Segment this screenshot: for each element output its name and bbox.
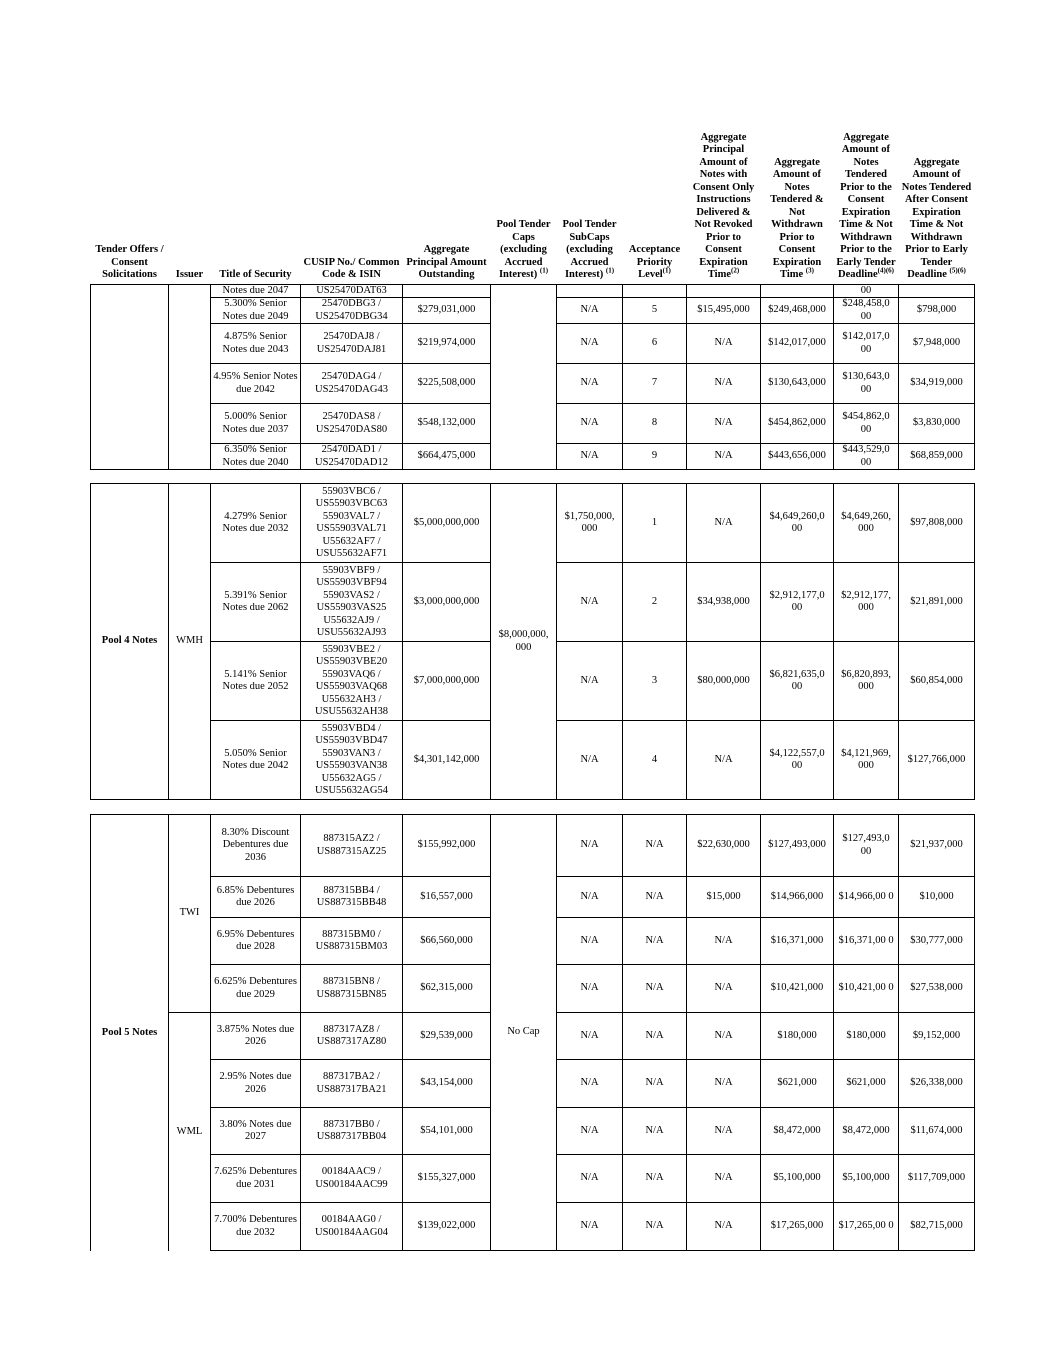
cusip-cell: 25470DAG4 / US25470DAG43 xyxy=(301,364,403,404)
after-cell: $7,948,000 xyxy=(899,324,975,364)
early-cell: $4,649,260, 000 xyxy=(834,484,899,563)
cusip-cell: 25470DAS8 / US25470DAS80 xyxy=(301,404,403,444)
priority-cell: 1 xyxy=(623,484,687,563)
outstanding-cell: $155,327,000 xyxy=(403,1155,491,1203)
cusip-cell: 55903VBE2 / US55903VBE20 55903VAQ6 / US55903VAQ68 U55632AH3 / USU55632AH38 xyxy=(301,642,403,721)
subcap-cell: N/A xyxy=(557,1203,623,1251)
title-cell: 4.875% Senior Notes due 2043 xyxy=(211,324,301,364)
after-cell: $82,715,000 xyxy=(899,1203,975,1251)
after-cell: $21,937,000 xyxy=(899,815,975,877)
priority-cell: N/A xyxy=(623,1060,687,1108)
header-pool-caps: Pool Tender Caps (excluding Accrued Interest) $^{(1)}$ xyxy=(496,219,551,280)
cusip-cell: 25470DAD1 / US25470DAD12 xyxy=(301,444,403,470)
priority-cell: 4 xyxy=(623,721,687,800)
priority-cell: 6 xyxy=(623,324,687,364)
early-cell: $6,820,893, 000 xyxy=(834,642,899,721)
subcap-cell: N/A xyxy=(557,1155,623,1203)
subcap-cell: N/A xyxy=(557,563,623,642)
outstanding-cell: $219,974,000 xyxy=(403,324,491,364)
subcap-cell: N/A xyxy=(557,324,623,364)
tendered-cell: $2,912,177,0 00 xyxy=(761,563,834,642)
tendered-cell: $142,017,000 xyxy=(761,324,834,364)
subcap-cell: N/A xyxy=(557,877,623,918)
header-after: Aggregate Amount of Notes Tendered After Consent Expiration Time & Not Withdrawn Prior to Early Tender Deadline $^{(5)(6)}$ xyxy=(901,156,972,280)
issuer-cell xyxy=(169,284,211,470)
early-cell: $127,493,0 00 xyxy=(834,815,899,877)
title-cell: 6.625% Debentures due 2029 xyxy=(211,965,301,1013)
pool-cell xyxy=(91,284,169,470)
outstanding-cell: $279,031,000 xyxy=(403,298,491,324)
after-cell: $27,538,000 xyxy=(899,965,975,1013)
consent-only-cell: N/A xyxy=(687,1203,761,1251)
outstanding-cell: $4,301,142,000 xyxy=(403,721,491,800)
after-cell: $9,152,000 xyxy=(899,1013,975,1060)
consent-only-cell: N/A xyxy=(687,721,761,800)
consent-only-cell: N/A xyxy=(687,484,761,563)
consent-only-cell: N/A xyxy=(687,324,761,364)
outstanding-cell: $62,315,000 xyxy=(403,965,491,1013)
header-priority: Acceptance Priority Level$^{(1)}$ xyxy=(628,244,681,280)
outstanding-cell: $66,560,000 xyxy=(403,918,491,965)
tendered-cell: $180,000 xyxy=(761,1013,834,1060)
after-cell: $68,859,000 xyxy=(899,444,975,470)
early-cell: $454,862,0 00 xyxy=(834,404,899,444)
consent-only-cell: N/A xyxy=(687,444,761,470)
cusip-cell: 25470DAJ8 / US25470DAJ81 xyxy=(301,324,403,364)
header-issuer: Issuer xyxy=(175,269,204,280)
consent-only-cell: N/A xyxy=(687,364,761,404)
subcap-cell: $1,750,000, 000 xyxy=(557,484,623,563)
early-cell: $443,529,0 00 xyxy=(834,444,899,470)
title-cell: 5.000% Senior Notes due 2037 xyxy=(211,404,301,444)
after-cell: $34,919,000 xyxy=(899,364,975,404)
cusip-cell: 00184AAG0 / US00184AAG04 xyxy=(301,1203,403,1251)
outstanding-cell: $29,539,000 xyxy=(403,1013,491,1060)
header-early: Aggregate Amount of Notes Tendered Prior to the Consent Expiration Time & Not Withdrawn Prior to the Early Tender Deadline$^{(4)(6)}$ xyxy=(836,131,896,280)
outstanding-cell: $548,132,000 xyxy=(403,404,491,444)
header-consent-only: Aggregate Principal Amount of Notes with Consent Only Instructions Delivered & Not Revoked Prior to Consent Expiration Time$^{(2)}$ xyxy=(692,131,755,280)
priority-cell: N/A xyxy=(623,1108,687,1155)
early-cell: $248,458,0 00 xyxy=(834,298,899,324)
subcap-cell: N/A xyxy=(557,965,623,1013)
title-cell: 5.391% Senior Notes due 2062 xyxy=(211,563,301,642)
cusip-cell: 25470DBG3 / US25470DBG34 xyxy=(301,298,403,324)
early-cell: $621,000 xyxy=(834,1060,899,1108)
pool-5-label: Pool 5 Notes xyxy=(91,815,169,1251)
subcap-cell: N/A xyxy=(557,298,623,324)
tendered-cell: $17,265,000 xyxy=(761,1203,834,1251)
tendered-cell xyxy=(761,284,834,298)
subcap-cell: N/A xyxy=(557,721,623,800)
early-cell: $14,966,00 0 xyxy=(834,877,899,918)
tendered-cell: $454,862,000 xyxy=(761,404,834,444)
outstanding-cell: $139,022,000 xyxy=(403,1203,491,1251)
early-cell: $4,121,969, 000 xyxy=(834,721,899,800)
after-cell xyxy=(899,284,975,298)
priority-cell: 8 xyxy=(623,404,687,444)
after-cell: $11,674,000 xyxy=(899,1108,975,1155)
title-cell: 6.350% Senior Notes due 2040 xyxy=(211,444,301,470)
after-cell: $117,709,000 xyxy=(899,1155,975,1203)
outstanding-cell: $155,992,000 xyxy=(403,815,491,877)
tendered-cell: $4,122,557,0 00 xyxy=(761,721,834,800)
title-cell: 3.80% Notes due 2027 xyxy=(211,1108,301,1155)
title-cell: 3.875% Notes due 2026 xyxy=(211,1013,301,1060)
cusip-cell: 887317BB0 / US887317BB04 xyxy=(301,1108,403,1155)
after-cell: $60,854,000 xyxy=(899,642,975,721)
title-cell: 7.700% Debentures due 2032 xyxy=(211,1203,301,1251)
header-outstanding: Aggregate Principal Amount Outstanding xyxy=(406,244,487,280)
subcap-cell: N/A xyxy=(557,918,623,965)
subcap-cell: N/A xyxy=(557,1060,623,1108)
priority-cell: 7 xyxy=(623,364,687,404)
consent-only-cell xyxy=(687,284,761,298)
cusip-cell: 887315BM0 / US887315BM03 xyxy=(301,918,403,965)
pool-4-cap: $8,000,000, 000 xyxy=(491,484,557,800)
cusip-cell: 55903VBD4 / US55903VBD47 55903VAN3 / US55903VAN38 U55632AG5 / USU55632AG54 xyxy=(301,721,403,800)
tendered-cell: $8,472,000 xyxy=(761,1108,834,1155)
pool-cap-cell xyxy=(491,284,557,470)
tendered-cell: $130,643,000 xyxy=(761,364,834,404)
priority-cell xyxy=(623,284,687,298)
outstanding-cell: $54,101,000 xyxy=(403,1108,491,1155)
title-cell: 4.95% Senior Notes due 2042 xyxy=(211,364,301,404)
tendered-cell: $16,371,000 xyxy=(761,918,834,965)
early-cell: $142,017,0 00 xyxy=(834,324,899,364)
outstanding-cell: $16,557,000 xyxy=(403,877,491,918)
after-cell: $30,777,000 xyxy=(899,918,975,965)
consent-only-cell: N/A xyxy=(687,965,761,1013)
cusip-cell: 887317BA2 / US887317BA21 xyxy=(301,1060,403,1108)
subcap-cell: N/A xyxy=(557,404,623,444)
consent-only-cell: N/A xyxy=(687,1155,761,1203)
outstanding-cell: $7,000,000,000 xyxy=(403,642,491,721)
priority-cell: 2 xyxy=(623,563,687,642)
issuer-wmh: WMH xyxy=(169,484,211,800)
title-cell: 8.30% Discount Debentures due 2036 xyxy=(211,815,301,877)
outstanding-cell: $225,508,000 xyxy=(403,364,491,404)
outstanding-cell xyxy=(403,284,491,298)
subcap-cell: N/A xyxy=(557,815,623,877)
priority-cell: 3 xyxy=(623,642,687,721)
priority-cell: N/A xyxy=(623,877,687,918)
after-cell: $97,808,000 xyxy=(899,484,975,563)
early-cell: $180,000 xyxy=(834,1013,899,1060)
title-cell: Notes due 2047 xyxy=(211,284,301,298)
tendered-cell: $4,649,260,0 00 xyxy=(761,484,834,563)
header-tendered: Aggregate Amount of Notes Tendered & Not Withdrawn Prior to Consent Expiration Time $^{(3)}$ xyxy=(770,156,824,280)
priority-cell: N/A xyxy=(623,1155,687,1203)
outstanding-cell: $43,154,000 xyxy=(403,1060,491,1108)
tendered-cell: $249,468,000 xyxy=(761,298,834,324)
consent-only-cell: N/A xyxy=(687,1013,761,1060)
consent-only-cell: N/A xyxy=(687,918,761,965)
header-cusip: CUSIP No./ Common Code & ISIN xyxy=(303,256,400,280)
title-cell: 7.625% Debentures due 2031 xyxy=(211,1155,301,1203)
tendered-cell: $14,966,000 xyxy=(761,877,834,918)
after-cell: $798,000 xyxy=(899,298,975,324)
after-cell: $26,338,000 xyxy=(899,1060,975,1108)
subcap-cell xyxy=(557,284,623,298)
table-row xyxy=(91,484,975,563)
tender-offers-table-part-1 xyxy=(90,84,975,470)
consent-only-cell: $34,938,000 xyxy=(687,563,761,642)
tendered-cell: $621,000 xyxy=(761,1060,834,1108)
title-cell: 5.300% Senior Notes due 2049 xyxy=(211,298,301,324)
consent-only-cell: N/A xyxy=(687,1108,761,1155)
priority-cell: 5 xyxy=(623,298,687,324)
tendered-cell: $443,656,000 xyxy=(761,444,834,470)
outstanding-cell: $3,000,000,000 xyxy=(403,563,491,642)
pool-4-label: Pool 4 Notes xyxy=(91,484,169,800)
tender-offers-table-pool-4 xyxy=(90,483,975,800)
priority-cell: N/A xyxy=(623,918,687,965)
consent-only-cell: $15,000 xyxy=(687,877,761,918)
tendered-cell: $6,821,635,0 00 xyxy=(761,642,834,721)
early-cell: $130,643,0 00 xyxy=(834,364,899,404)
priority-cell: N/A xyxy=(623,965,687,1013)
priority-cell: N/A xyxy=(623,815,687,877)
after-cell: $127,766,000 xyxy=(899,721,975,800)
priority-cell: N/A xyxy=(623,1013,687,1060)
cusip-cell: 887315BN8 / US887315BN85 xyxy=(301,965,403,1013)
early-cell: $2,912,177, 000 xyxy=(834,563,899,642)
header-title: Title of Security xyxy=(219,269,292,280)
early-cell: $17,265,00 0 xyxy=(834,1203,899,1251)
header-tender-offers: Tender Offers / Consent Solicitations xyxy=(95,244,164,280)
after-cell: $10,000 xyxy=(899,877,975,918)
subcap-cell: N/A xyxy=(557,1013,623,1060)
cusip-cell: 887317AZ8 / US887317AZ80 xyxy=(301,1013,403,1060)
title-cell: 2.95% Notes due 2026 xyxy=(211,1060,301,1108)
after-cell: $21,891,000 xyxy=(899,563,975,642)
priority-cell: N/A xyxy=(623,1203,687,1251)
title-cell: 6.85% Debentures due 2026 xyxy=(211,877,301,918)
title-cell: 5.141% Senior Notes due 2052 xyxy=(211,642,301,721)
pool-5-cap: No Cap xyxy=(491,815,557,1251)
tendered-cell: $10,421,000 xyxy=(761,965,834,1013)
priority-cell: 9 xyxy=(623,444,687,470)
consent-only-cell: $80,000,000 xyxy=(687,642,761,721)
consent-only-cell: N/A xyxy=(687,1060,761,1108)
subcap-cell: N/A xyxy=(557,364,623,404)
after-cell: $3,830,000 xyxy=(899,404,975,444)
cusip-cell: 887315AZ2 / US887315AZ25 xyxy=(301,815,403,877)
issuer-twi: TWI xyxy=(169,815,211,1013)
cusip-cell: 887315BB4 / US887315BB48 xyxy=(301,877,403,918)
tendered-cell: $127,493,000 xyxy=(761,815,834,877)
cusip-cell: 55903VBC6 / US55903VBC63 55903VAL7 / US55903VAL71 U55632AF7 / USU55632AF71 xyxy=(301,484,403,563)
consent-only-cell: N/A xyxy=(687,404,761,444)
cusip-cell: 55903VBF9 / US55903VBF94 55903VAS2 / US55903VAS25 U55632AJ9 / USU55632AJ93 xyxy=(301,563,403,642)
subcap-cell: N/A xyxy=(557,1108,623,1155)
table-row xyxy=(91,284,975,298)
early-cell: $5,100,000 xyxy=(834,1155,899,1203)
title-cell: 4.279% Senior Notes due 2032 xyxy=(211,484,301,563)
title-cell: 5.050% Senior Notes due 2042 xyxy=(211,721,301,800)
cusip-cell: 00184AAC9 / US00184AAC99 xyxy=(301,1155,403,1203)
subcap-cell: N/A xyxy=(557,444,623,470)
tender-offers-table-pool-5 xyxy=(90,814,975,1251)
early-cell: $16,371,00 0 xyxy=(834,918,899,965)
cusip-cell: US25470DAT63 xyxy=(301,284,403,298)
issuer-wml: WML xyxy=(169,1013,211,1251)
early-cell: 00 xyxy=(834,284,899,298)
header-row xyxy=(91,84,975,284)
consent-only-cell: $22,630,000 xyxy=(687,815,761,877)
tendered-cell: $5,100,000 xyxy=(761,1155,834,1203)
subcap-cell: N/A xyxy=(557,642,623,721)
outstanding-cell: $664,475,000 xyxy=(403,444,491,470)
header-subcaps: Pool Tender SubCaps (excluding Accrued Interest) $^{(1)}$ xyxy=(562,219,617,280)
title-cell: 6.95% Debentures due 2028 xyxy=(211,918,301,965)
early-cell: $8,472,000 xyxy=(834,1108,899,1155)
table-row xyxy=(91,815,975,877)
outstanding-cell: $5,000,000,000 xyxy=(403,484,491,563)
consent-only-cell: $15,495,000 xyxy=(687,298,761,324)
early-cell: $10,421,00 0 xyxy=(834,965,899,1013)
